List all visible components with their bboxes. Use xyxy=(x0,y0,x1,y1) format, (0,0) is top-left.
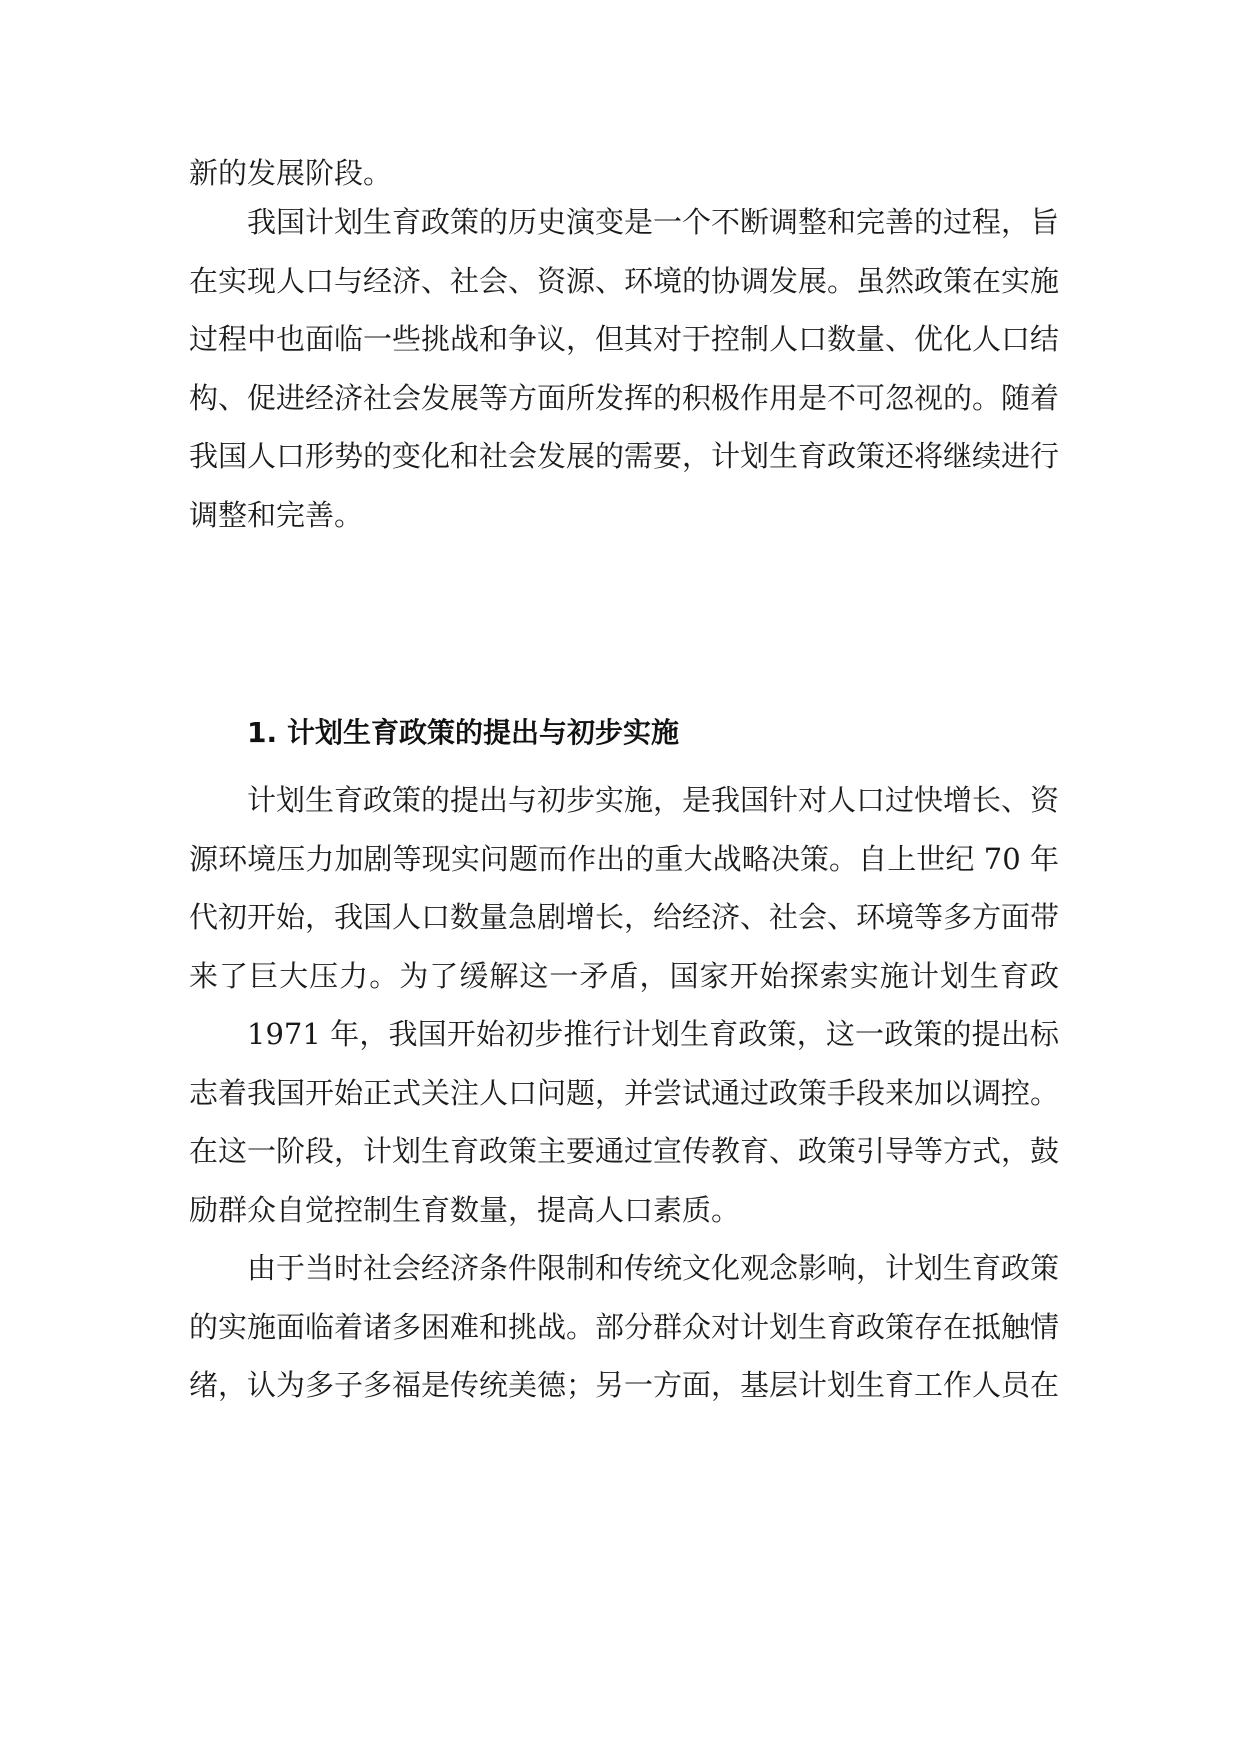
text-line: 绪，认为多子多福是传统美德；另一方面，基层计划生育工作人员在 xyxy=(189,1368,1059,1402)
text-line: 新的发展阶段。 xyxy=(189,156,393,190)
paragraph-policy-origin xyxy=(189,771,1059,1005)
text-line: 调整和完善。 xyxy=(189,497,364,532)
paragraph-1971-policy xyxy=(189,1005,1059,1239)
text-line: 源环境压力加剧等现实问题而作出的重大战略决策。自上世纪 70 年 xyxy=(189,841,1059,876)
text-line: 我国人口形势的变化和社会发展的需要，计划生育政策还将继续进行 xyxy=(189,439,1059,473)
text-line: 由于当时社会经济条件限制和传统文化观念影响，计划生育政策 xyxy=(247,1251,1059,1285)
section-heading xyxy=(247,711,679,751)
text-line: 构、促进经济社会发展等方面所发挥的积极作用是不可忽视的。随着 xyxy=(189,380,1059,415)
section-number: 1. xyxy=(247,716,278,749)
paragraph-history-summary xyxy=(189,193,1059,544)
text-line: 励群众自觉控制生育数量，提高人口素质。 xyxy=(189,1192,741,1227)
section-title: 计划生育政策的提出与初步实施 xyxy=(287,716,680,749)
text-line: 在实现人口与经济、社会、资源、环境的协调发展。虽然政策在实施 xyxy=(189,263,1059,298)
text-line: 1971 年，我国开始初步推行计划生育政策，这一政策的提出标 xyxy=(247,1017,1059,1051)
paragraph-challenges xyxy=(189,1239,1059,1415)
text-line: 来了巨大压力。为了缓解这一矛盾，国家开始探索实施计划生育政 xyxy=(189,958,1059,993)
text-line: 志着我国开始正式关注人口问题，并尝试通过政策手段来加以调控。 xyxy=(189,1075,1059,1110)
text-line: 我国计划生育政策的历史演变是一个不断调整和完善的过程，旨 xyxy=(247,205,1059,239)
text-line: 过程中也面临一些挑战和争议，但其对于控制人口数量、优化人口结 xyxy=(189,322,1059,356)
text-line: 的实施面临着诸多困难和挑战。部分群众对计划生育政策存在抵触情 xyxy=(189,1309,1059,1344)
text-line: 在这一阶段，计划生育政策主要通过宣传教育、政策引导等方式，鼓 xyxy=(189,1134,1059,1168)
text-line: 代初开始，我国人口数量急剧增长，给经济、社会、环境等多方面带 xyxy=(189,900,1059,934)
text-line: 计划生育政策的提出与初步实施，是我国针对人口过快增长、资 xyxy=(247,783,1059,817)
